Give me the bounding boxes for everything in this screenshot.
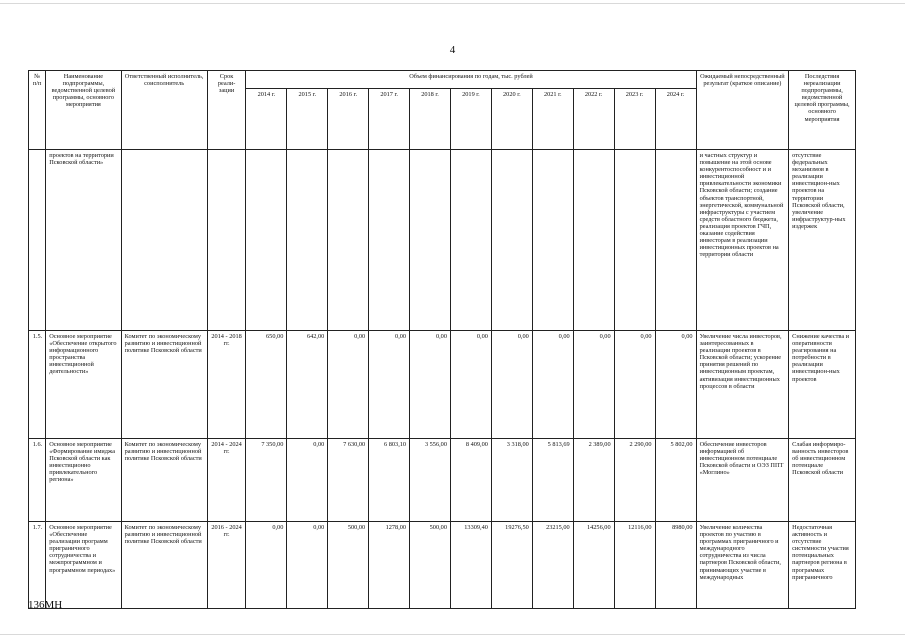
header-year: 2021 г. [532, 89, 573, 150]
row-name: Основное мероприятие «Формирование имиджа Псковской области как инвестиционно привлекательного региона» [46, 439, 121, 522]
row-executor: Комитет по экономическому развитию и инвестиционной политике Псковской области [121, 331, 207, 439]
table-row [29, 331, 856, 439]
row-value [655, 150, 696, 331]
row-value: 0,00 [655, 331, 696, 439]
row-value: 2 389,00 [573, 439, 614, 522]
header-year: 2022 г. [573, 89, 614, 150]
row-name: проектов на территории Псковской области» [46, 150, 121, 331]
row-value: 8980,00 [655, 522, 696, 609]
row-value: 0,00 [450, 331, 491, 439]
row-value [410, 150, 451, 331]
row-value: 2 290,00 [614, 439, 655, 522]
row-value: 3 556,00 [410, 439, 451, 522]
header-year: 2020 г. [491, 89, 532, 150]
row-value [369, 150, 410, 331]
row-value: 0,00 [287, 522, 328, 609]
header-period: Срок реали-зации [207, 71, 246, 150]
row-value: 5 813,69 [532, 439, 573, 522]
header-year: 2015 г. [287, 89, 328, 150]
row-value: 8 409,00 [450, 439, 491, 522]
row-value [573, 150, 614, 331]
row-value: 12116,00 [614, 522, 655, 609]
row-number: 1.5. [29, 331, 46, 439]
row-period: 2014 - 2024 гг. [207, 439, 246, 522]
row-value: 0,00 [532, 331, 573, 439]
row-result: Увеличение числа инвесторов, заинтересованных в реализации проектов в Псковской области; ускорение принятия решений по инвестиционным проектам, активизация инвестиционных процессов в области [696, 331, 789, 439]
scan-edge-bottom [0, 634, 905, 635]
row-consequence: Слабая информиро-ванность инвесторов об инвестиционном потенциале Псковской области [789, 439, 856, 522]
footer-code: 136МН [28, 599, 63, 611]
row-executor [121, 150, 207, 331]
row-consequence: отсутствие федеральных механизмов в реализации инвестицион-ных проектов на территории Псковской области, увеличение инфраструктур-ных издержек [789, 150, 856, 331]
row-value [532, 150, 573, 331]
row-value [614, 150, 655, 331]
row-period: 2014 - 2018 гг. [207, 331, 246, 439]
row-value: 5 802,00 [655, 439, 696, 522]
row-value: 0,00 [614, 331, 655, 439]
header-year: 2018 г. [410, 89, 451, 150]
row-consequence: Недостаточная активность и отсутствие системности участия потенциальных партнеров региона в программах приграничного [789, 522, 856, 609]
row-value [246, 150, 287, 331]
header-financing: Объем финансирования по годам, тыс. рублей [246, 71, 696, 89]
row-number [29, 150, 46, 331]
table-row [29, 522, 856, 609]
row-value: 0,00 [328, 331, 369, 439]
header-consequence: Последствия нереализации подпрограммы, ведомственной целевой программы, основного мероприятия [789, 71, 856, 150]
header-name: Наименование подпрограммы, ведомственной целевой программы, основного мероприятия [46, 71, 121, 150]
row-value: 650,00 [246, 331, 287, 439]
row-value: 500,00 [328, 522, 369, 609]
row-value: 7 350,00 [246, 439, 287, 522]
row-number: 1.6. [29, 439, 46, 522]
financing-table [28, 70, 856, 609]
header-year: 2016 г. [328, 89, 369, 150]
table-row [29, 150, 856, 331]
row-result: Обеспечение инвесторов информацией об инвестиционном потенциале Псковской области и ОЭЗ ППТ «Моглино» [696, 439, 789, 522]
row-number: 1.7. [29, 522, 46, 609]
row-value [491, 150, 532, 331]
row-value: 23215,00 [532, 522, 573, 609]
header-year: 2017 г. [369, 89, 410, 150]
row-value: 0,00 [369, 331, 410, 439]
header-year: 2023 г. [614, 89, 655, 150]
row-period: 2016 - 2024 гг. [207, 522, 246, 609]
row-value [287, 150, 328, 331]
scan-edge-top [0, 3, 905, 4]
row-period [207, 150, 246, 331]
row-value: 13309,40 [450, 522, 491, 609]
row-value: 14256,00 [573, 522, 614, 609]
row-value: 500,00 [410, 522, 451, 609]
row-value: 7 630,00 [328, 439, 369, 522]
row-result: Увеличение количества проектов по участию в программах приграничного и международного сотрудничества из числа партнеров Псковской области, принимающих участие в международных [696, 522, 789, 609]
row-value [328, 150, 369, 331]
row-result: и частных структур и повышение на этой основе конкурентоспособност и и инвестиционной привлекательности экономики Псковской области; создание объектов транспортной, энергетической, коммунальной инфраструктуры с участием средств областного бюджета, реализация проектов ГЧП, оказание содействия инвесторам в реализации инвестиционных проектов на территории области [696, 150, 789, 331]
row-consequence: Снижение качества и оперативности реагирования на потребности в реализации инвестицион-ных проектов [789, 331, 856, 439]
header-year: 2024 г. [655, 89, 696, 150]
header-year: 2019 г. [450, 89, 491, 150]
row-value [450, 150, 491, 331]
row-value: 0,00 [491, 331, 532, 439]
table-row [29, 439, 856, 522]
header-num: № п/п [29, 71, 46, 150]
row-value: 642,00 [287, 331, 328, 439]
row-name: Основное мероприятие «Обеспечение реализации программ приграничного сотрудничества и межпрограммном и программном периодах» [46, 522, 121, 609]
row-value: 0,00 [287, 439, 328, 522]
row-value: 3 318,00 [491, 439, 532, 522]
header-result: Ожидаемый непосредственный результат (краткое описание) [696, 71, 789, 150]
row-value: 19276,50 [491, 522, 532, 609]
header-executor: Ответственный исполнитель, соисполнитель [121, 71, 207, 150]
row-value: 0,00 [573, 331, 614, 439]
row-name: Основное мероприятие «Обеспечение открытого информационного пространства инвестиционной деятельности» [46, 331, 121, 439]
row-executor: Комитет по экономическому развитию и инвестиционной политике Псковской области [121, 439, 207, 522]
page-number: 4 [449, 44, 456, 56]
row-value: 1278,00 [369, 522, 410, 609]
row-value: 6 803,10 [369, 439, 410, 522]
row-value: 0,00 [410, 331, 451, 439]
header-year: 2014 г. [246, 89, 287, 150]
row-executor: Комитет по экономическому развитию и инвестиционной политике Псковской области [121, 522, 207, 609]
row-value: 0,00 [246, 522, 287, 609]
